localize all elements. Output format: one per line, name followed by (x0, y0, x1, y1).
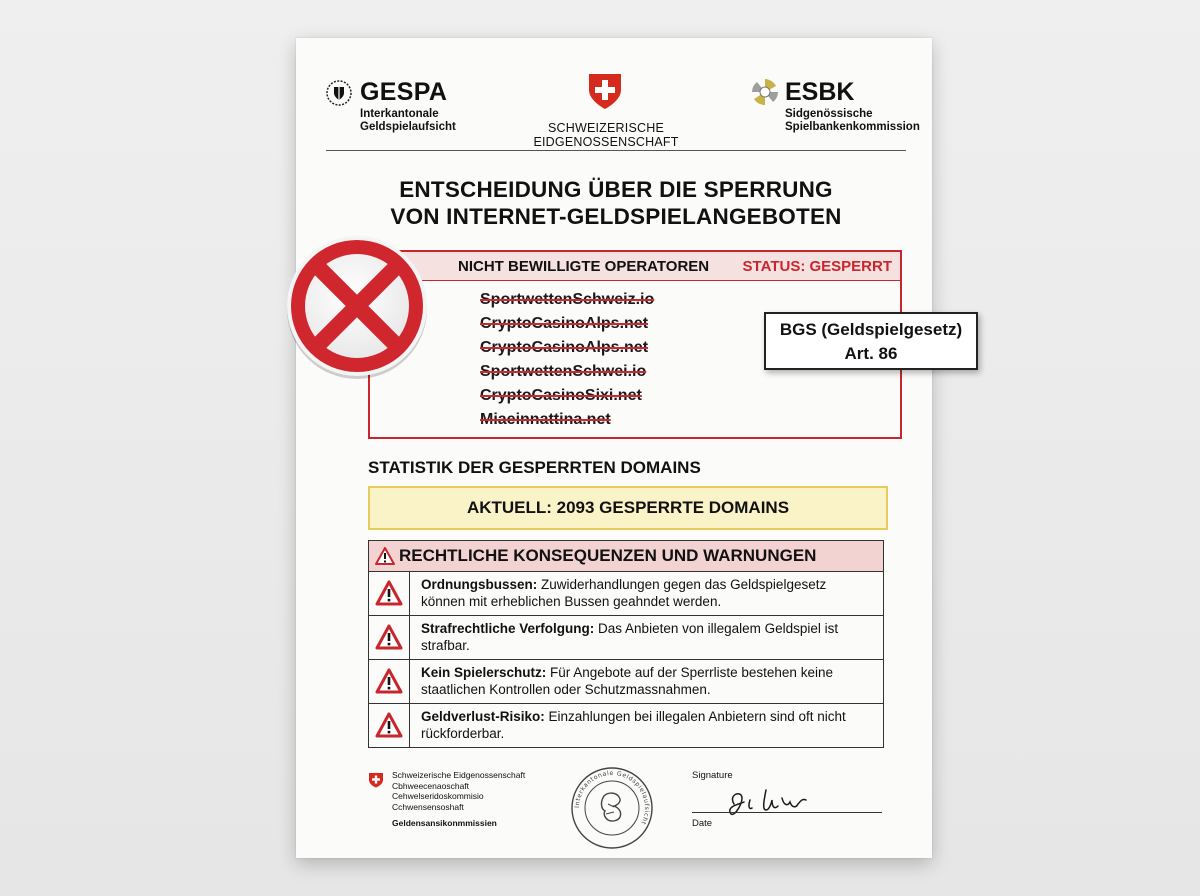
signature-image (720, 778, 830, 828)
footer-line: Cchwensensoshaft (392, 801, 464, 812)
header-divider (326, 150, 906, 151)
title-line1: ENTSCHEIDUNG ÜBER DIE SPERRUNG (399, 177, 833, 202)
footer-line: Schweizerische Eidgenossenschaft (392, 770, 526, 780)
document-title (336, 176, 896, 230)
row-description: Einzahlungen bei illegalen Anbietern sind oft nicht rückforderbar. (421, 709, 846, 741)
status-badge: STATUS: GESPERRT (742, 258, 892, 275)
footer-line: Cbhweecenaoschaft (392, 780, 470, 791)
list-item: CryptoCasinoAlps.net (480, 339, 649, 356)
row-title: Ordnungsbussen: (421, 577, 538, 592)
row-icon-cell (369, 616, 410, 659)
confederation-title: SCHWEIZERISCHE EIDGENOSSENSCHAFT (533, 121, 679, 149)
row-title: Kein Spielerschutz: (421, 665, 547, 680)
row-description: Für Angebote auf der Sperrliste bestehen keine staatlichen Kontrollen oder Schutzmassnahmen. (421, 665, 833, 697)
warning-triangle-icon (375, 712, 403, 738)
row-title: Geldverlust-Risiko: (421, 709, 545, 724)
consequences-table (368, 540, 884, 748)
row-title: Strafrechtliche Verfolgung: (421, 621, 595, 636)
date-label: Date (692, 818, 713, 829)
warning-triangle-icon (375, 668, 403, 694)
footer-line: Cehwelseridoskommisio (392, 791, 484, 801)
gespa-logo-icon (326, 80, 352, 106)
gespa-subtitle-line1: Interkantonale (360, 108, 439, 120)
prohibition-sign-icon (284, 234, 430, 380)
swiss-cross-icon (586, 71, 624, 111)
list-item: SportwettenSchweiz.io (480, 291, 655, 308)
operators-list (480, 288, 654, 432)
list-item: CryptoCasinoAlps.net (480, 315, 649, 332)
row-text (421, 708, 871, 742)
footer-authority-lines (392, 770, 525, 812)
operators-heading: NICHT BEWILLIGTE OPERATOREN (458, 258, 710, 275)
row-icon-cell (369, 704, 410, 747)
warning-triangle-icon (375, 580, 403, 606)
esbk-subtitle-line2: Spielbankenkommission (785, 121, 920, 133)
gespa-subtitle-line2: Geldspielaufsicht (360, 121, 456, 133)
esbk-subtitle (785, 108, 935, 134)
row-text (421, 664, 871, 698)
row-text (421, 576, 871, 610)
consequences-heading: RECHTLICHE KONSEQUENZEN UND WARNUNGEN (399, 546, 817, 565)
table-row (369, 704, 883, 747)
esbk-subtitle-line1: Sidgenössische (785, 108, 873, 120)
warning-triangle-icon (375, 624, 403, 650)
list-item: SportwettenSchwei.io (480, 363, 647, 380)
esbk-name: ESBK (785, 78, 855, 106)
list-item: Miaeinnattina.net (480, 411, 611, 428)
signature-label: Signature (692, 770, 733, 781)
row-description: Zuwiderhandlungen gegen das Geldspielgesetz können mit erheblichen Bussen geahndet werden. (421, 577, 827, 609)
legal-reference-law: BGS (Geldspielgesetz) (779, 320, 963, 339)
statistics-current: AKTUELL: 2093 GESPERRTE DOMAINS (368, 486, 888, 530)
table-row (369, 660, 883, 704)
table-row (369, 616, 883, 660)
legal-reference-article: Art. 86 (844, 344, 898, 363)
operators-header (370, 252, 900, 281)
list-item: CryptoCasinoSixi.net (480, 387, 642, 404)
table-row (369, 572, 883, 616)
title-line2: VON INTERNET-GELDSPIELANGEBOTEN (390, 204, 842, 229)
row-icon-cell (369, 572, 410, 615)
seal-text: Interkantonale Geldspielaufsicht (573, 769, 651, 826)
consequences-header (369, 541, 883, 572)
official-seal-icon (570, 766, 654, 850)
esbk-logo-icon (751, 78, 779, 106)
row-icon-cell (369, 660, 410, 703)
signature-line (692, 812, 882, 813)
warning-triangle-icon (375, 547, 395, 565)
gespa-name: GESPA (360, 78, 448, 106)
legal-reference-card (764, 312, 978, 370)
row-description: Das Anbieten von illegalem Geldspiel ist strafbar. (421, 621, 839, 653)
swiss-cross-icon (368, 772, 384, 788)
statistics-heading: STATISTIK DER GESPERRTEN DOMAINS (368, 458, 701, 477)
decision-document (296, 38, 963, 858)
footer-commission: Geldensansikonmmissien (392, 818, 497, 828)
row-text (421, 620, 871, 654)
